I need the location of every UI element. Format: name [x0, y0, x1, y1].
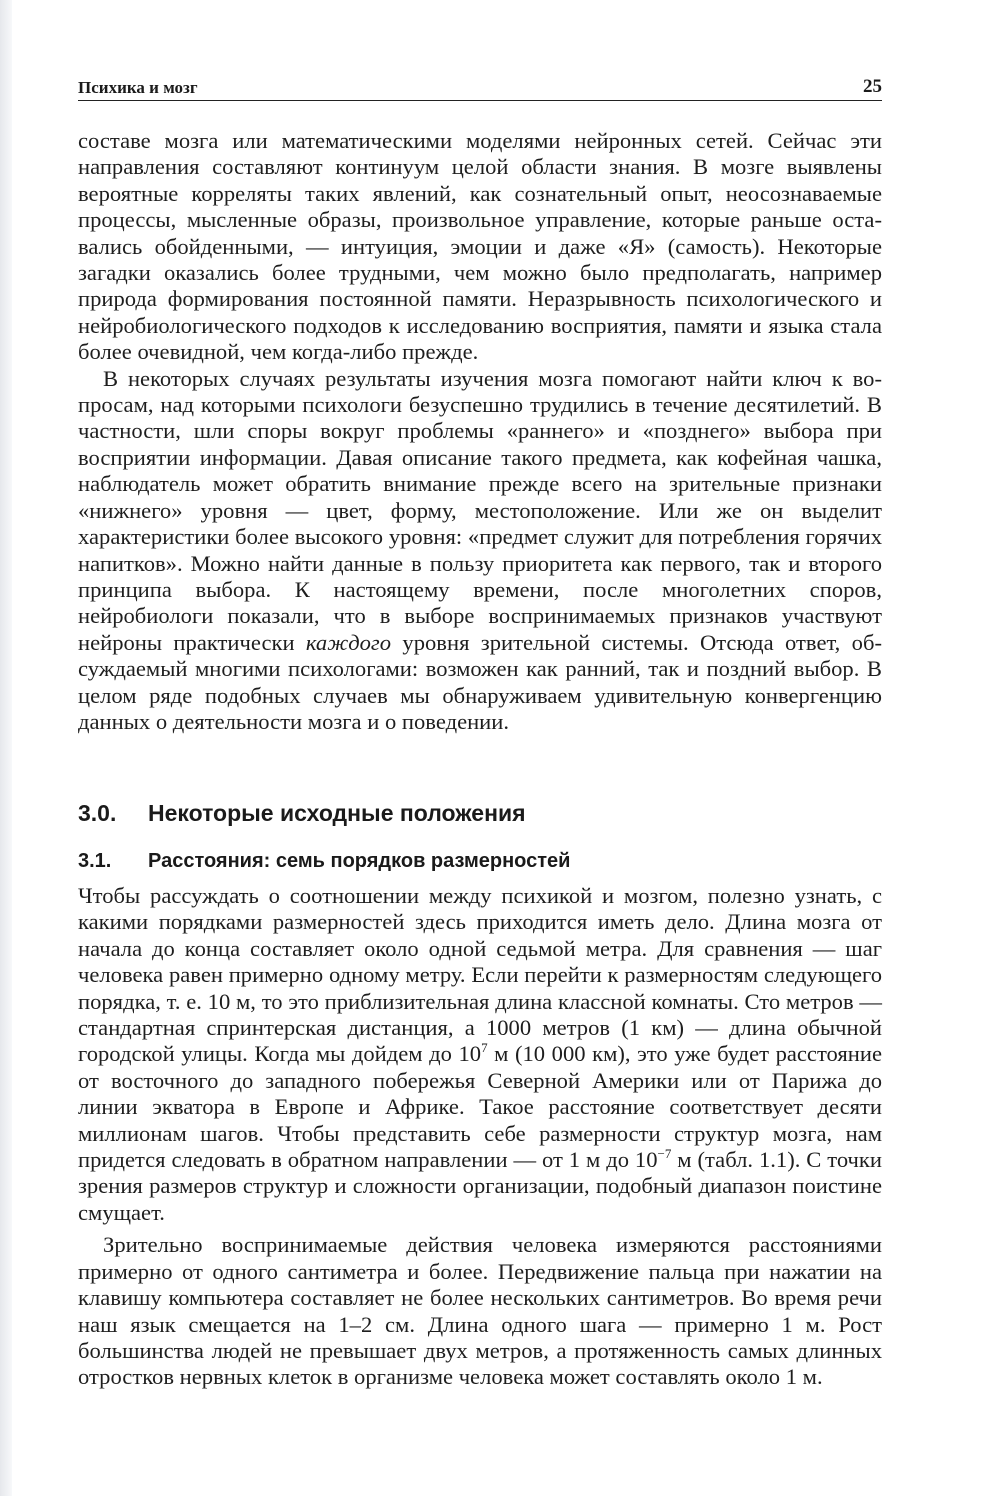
section-heading-3-1 — [78, 850, 570, 873]
section-number-3-1: 3.1. — [78, 850, 112, 872]
page-number: 25 — [863, 76, 882, 97]
superscript-exponent-7: 7 — [481, 1040, 488, 1056]
intro-text — [78, 128, 882, 735]
section-number-3-0: 3.0. — [78, 800, 117, 826]
running-head — [78, 76, 882, 101]
intro-paragraph-1: составе мозга или математическими моделями нейронных сетей. Сейчас эти направления составляют континуум целой области знания. В мозге выявлены вероятные корреляты таких явлений, как сознательный опыт, неосознаваемые процессы, мысленные образы, произвольное управление, которые раньше оставались обойденными, — интуиция, эмоции и даже «Я» (самость). Некоторые загадки оказались более трудными, чем можно было предполагать, например природа формирования постоянной памяти. Неразрывность психологического и нейробиологического подходов к исследованию восприятия, памяти и языка стала более очевидной, чем когда-либо прежде. — [78, 128, 882, 365]
running-title: Психика и мозг — [78, 78, 198, 97]
section-3-1-p1-part3: м (табл. 1.1). С точки зрения размеров структур и сложности организации, подобный диапазон поистине смущает. — [78, 1147, 882, 1225]
section-3-1-text — [78, 883, 882, 1391]
section-3-1-paragraph-1 — [78, 883, 882, 1226]
superscript-exponent-minus-7: −7 — [657, 1146, 672, 1162]
section-3-1-paragraph-2: Зрительно воспринимаемые действия человека измеряются расстояниями примерно от одного сантиметра и более. Передвижение пальца при нажатии на клавишу компьютера составляет не более нескольких сантиметров. Во время речи наш язык смещается на 1–2 см. Длина одного шага — примерно 1 м. Рост большинства людей не превышает двух метров, а протяженность самых длинных отростков нервных клеток в организме человека может составлять около 1 м. — [78, 1232, 882, 1390]
section-title-3-1: Расстояния: семь порядков размерностей — [148, 850, 571, 872]
intro-paragraph-2-end: уровня зрительной системы. Отсюда ответ, обсуждаемый многими психологами: возможен как ранний, так и поздний выбор. В целом ряде подобных случаев мы обнаруживаем удивительную конвергенцию данных о деятельности мозга и о поведении. — [78, 629, 882, 734]
section-3-1-p1-part2: м (10 000 км), это уже будет расстояние от восточного до западного побережья Северной Америки или от Парижа до линии экватора в Европе и Африке. Такое расстояние соответствует десяти миллионам шагов. Чтобы представить себе размерности структур мозга, нам придется следовать в обратном направлении — от 1 м до 10 — [78, 1041, 883, 1173]
section-title-3-0: Некоторые исходные положения — [148, 800, 526, 826]
page-edge-shadow — [0, 0, 12, 1496]
intro-paragraph-2-emphasis: каждого — [305, 629, 392, 655]
intro-paragraph-2 — [78, 366, 882, 736]
section-3-1-p1-part1: Чтобы рассуждать о соотношении между психикой и мозгом, полезно узнать, с какими порядками размерностей здесь приходится иметь дело. Длина мозга от начала до конца составляет около одной седьмой метра. Для сравнения — шаг человека равен примерно одному метру. Если перейти к размерностям следующего порядка, т. е. 10 м, то это приблизительная длина классной комнаты. Сто метров — стандартная спринтерская дистанция, а 1000 метров (1 км) — длина обычной городской улицы. Когда мы дойдем до 10 — [78, 883, 882, 1067]
section-heading-3-0 — [78, 800, 526, 827]
intro-paragraph-2-start: В некоторых случаях результаты изучения мозга помогают найти ключ к вопросам, над которыми психологи безуспешно трудились в течение десятилетий. В частности, шли споры вокруг проблемы «раннего» и «позднего» выбора при восприятии информации. Давая описание такого предмета, как кофейная чашка, наблюдатель может обратить внимание прежде всего на зрительные признаки «нижнего» уровня — цвет, форму, местоположение. Или же он выделит характеристики более высокого уровня: «предмет служит для потребления горячих напитков». Можно найти данные в пользу приоритета как первого, так и второго принципа выбора. К настоящему времени, после многолетних споров, нейробиологи показали, что в выборе воспринимаемых признаков участвуют нейроны практически — [78, 365, 882, 655]
